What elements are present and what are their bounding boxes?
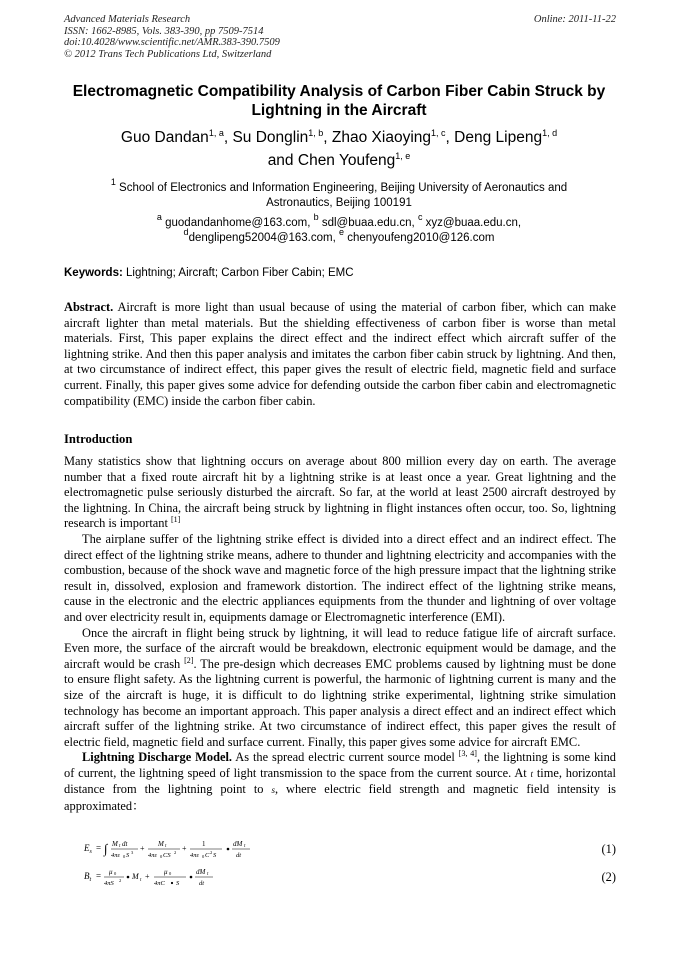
svg-text:2: 2 xyxy=(119,878,122,883)
email-link[interactable]: sdl@buaa.edu.cn xyxy=(321,217,412,229)
email-mark: d xyxy=(183,227,189,237)
equation-number: (2) xyxy=(601,870,616,884)
email-link[interactable]: chenyoufeng2010@126.com xyxy=(347,232,495,244)
svg-text:S: S xyxy=(126,852,130,859)
svg-text:4πC: 4πC xyxy=(154,880,165,887)
svg-text:dt: dt xyxy=(199,880,205,887)
paragraph-text: As the spread electric current source model xyxy=(235,750,455,765)
equation-2-formula xyxy=(82,866,322,890)
svg-text:C: C xyxy=(205,852,210,859)
affiliation xyxy=(80,177,598,211)
svg-text:t: t xyxy=(119,844,121,849)
abstract-label: Abstract. xyxy=(64,300,114,314)
svg-text:dt: dt xyxy=(236,852,242,859)
svg-text:+: + xyxy=(182,844,187,853)
citation[interactable]: [1] xyxy=(171,515,181,525)
subsection-label: Lightning Discharge Model. xyxy=(82,750,232,765)
paragraph-text: time, horizontal distance from the lightning point to xyxy=(64,765,616,797)
author-name: Zhao Xiaoying xyxy=(331,129,432,146)
svg-text:μ: μ xyxy=(164,868,168,876)
svg-text:4πε: 4πε xyxy=(148,852,158,859)
section-heading-introduction: Introduction xyxy=(64,432,133,446)
paragraph: The airplane suffer of the lightning strike effect is divided into a direct effect and an indirect effect. The direct effect of the lightning strike means, adhere to thunder and lightning electricity and accompanies with the combustion, because of the shock wave and magnetic force of the high pressure impact that the lightning strike result in, dissolved, explosion and framework distortion. The indirect effect of the lightning strike means, cause in the electronic and the electric appliances equipments from the thunder and lightning of over voltage and over electricity result in, equipments damage or Electromagnetic interference (EMI). xyxy=(64,531,616,624)
svg-text:M: M xyxy=(132,872,139,881)
svg-text:Bt: $B_t$ xyxy=(84,871,92,883)
svg-text:M: M xyxy=(112,840,118,848)
svg-text:t: t xyxy=(140,878,142,883)
paragraph xyxy=(64,750,616,814)
svg-text:dt: dt xyxy=(122,840,128,848)
online-date: Online: 2011-11-22 xyxy=(533,14,616,25)
author-list: Guo Dandan$^{1, a}$, Su Donglin$^{1, b}$, Zhao Xiaoying$^{1, c}$, Deng Lipeng$^{1, d}$ and Chen Youfeng$^{1, e}$ xyxy=(120,128,558,169)
svg-text:0: 0 xyxy=(160,854,163,859)
svg-text:0: 0 xyxy=(202,854,205,859)
journal-header xyxy=(64,14,616,60)
paragraph xyxy=(64,454,616,532)
keywords-label: Keywords: xyxy=(64,267,123,279)
author-name: Deng Lipeng xyxy=(454,129,543,146)
svg-text:dM: dM xyxy=(196,868,206,876)
svg-text:2: 2 xyxy=(210,850,213,855)
svg-text:4πε: 4πε xyxy=(190,852,200,859)
email-mark: c xyxy=(417,212,423,222)
issn: ISSN: 1662-8985, Vols. 383-390, pp 7509-7514 xyxy=(64,25,264,37)
email-link[interactable]: denglipeng52004@163.com xyxy=(188,232,333,244)
doi: doi:10.4028/www.scientific.net/AMR.383-390.7509 xyxy=(64,37,280,48)
svg-text:0: 0 xyxy=(114,871,117,876)
svg-text:4πε: 4πε xyxy=(111,852,121,859)
variable-t: t xyxy=(530,768,534,779)
svg-text:S: S xyxy=(176,880,180,887)
author-name: Guo Dandan xyxy=(120,129,209,146)
svg-text:Es: $E_s$ xyxy=(84,843,92,855)
svg-text:t: t xyxy=(207,872,209,877)
author-name: Chen Youfeng xyxy=(297,152,396,169)
introduction-body xyxy=(64,454,616,815)
abstract xyxy=(64,300,616,409)
svg-text:M: M xyxy=(158,840,164,848)
email-mark: b xyxy=(313,212,319,222)
svg-text:4πS: 4πS xyxy=(104,880,114,887)
journal-name: Advanced Materials Research xyxy=(64,14,191,25)
affiliation-mark: 1 xyxy=(110,177,116,187)
svg-text:t: t xyxy=(165,844,167,849)
copyright: © 2012 Trans Tech Publications Ltd, Switzerland xyxy=(64,48,272,60)
svg-text:+: + xyxy=(145,872,150,881)
authors-and: and xyxy=(267,152,294,169)
email-mark: e xyxy=(339,227,345,237)
paragraph-text: . The pre-design which decreases EMC problems caused by lightning must be done to ensure flight safety. As the lightning current is powerful, the harmonic of lightning current is many and the size of the aircraft is huge, it is difficult to do lightning strike experimental, lightning strike simulation technology has become an important approach. This paper analysis a direct effect and an indirect effect which aircraft suffer of the lightning strike. At two circumstance of indirect effect, this paper gives the result of electric field, magnetic field and surface current. Finally, this paper gives some advice for aircraft EMC. xyxy=(64,656,616,749)
svg-text:=: = xyxy=(96,843,102,853)
author-affil-mark: 1, b xyxy=(308,128,324,138)
svg-text:3: 3 xyxy=(131,850,134,855)
paragraph-text: , the lightning is some kind of current, the lightning speed of light transmission to the space from the current source. At xyxy=(64,750,616,780)
equation-1 xyxy=(64,838,616,860)
citation[interactable]: [3, 4] xyxy=(458,749,477,759)
svg-text:0: 0 xyxy=(123,854,126,859)
variable-s: s xyxy=(271,785,275,796)
svg-text:0: 0 xyxy=(169,871,172,876)
author-name: Su Donglin xyxy=(232,129,309,146)
equation-2 xyxy=(64,866,616,888)
svg-text:+: + xyxy=(140,844,145,853)
paragraph-text: Once the aircraft in flight being struck by lightning, it will lead to reduce fatigue life of aircraft surface. Even more, the surface of the aircraft would be breakdown, electronic equipment would be damage, and the aircraft would be crash xyxy=(64,625,616,671)
abstract-text: Aircraft is more light than usual because of using the material of carbon fiber, which can make aircraft lighter than metal materials. But the shielding effectiveness of carbon fiber is worse than metal materials. First, This paper explains the direct effect and the indirect effect which aircraft suffer of the lightning strike. And then this paper analysis and imitates the carbon fiber cabin struck by lightning. And then, at two circumstance of indirect effect, this paper gives the result of electric field, magnetic field and surface current. Finally, this paper gives some advice for defending outside the carbon fiber cabin and electromagnetic compatibility (EMC) inside the carbon fiber cabin. xyxy=(64,300,616,408)
svg-text:μ: μ xyxy=(109,868,113,876)
svg-text:∫: ∫ xyxy=(104,841,108,856)
svg-text:S: S xyxy=(213,852,217,859)
affiliation-text: School of Electronics and Information Engineering, Beijing University of Aeronautics and Astronautics, Beijing 100191 xyxy=(119,182,568,209)
paragraph-text: Many statistics show that lightning occurs on average about 800 million every day on earth. The average number that a fixed route aircraft hit by a lightning strike is at least once a year. Great lightning and the electromagnetic pulse seriously disturbed the aircraft. So far, at the world at least 2500 aircraft destroyed by the lightning. In China, the aircraft being struck by lightning in flight instances often occur, too. So, lightning research is important xyxy=(64,454,616,531)
svg-text:1: 1 xyxy=(202,840,206,848)
keywords xyxy=(64,266,616,281)
svg-text:dM: dM xyxy=(233,840,243,848)
equation-number: (1) xyxy=(601,842,616,856)
paragraph-text: , where electric field strength and magnetic field intensity is approximated： xyxy=(64,782,616,814)
author-affil-mark: 1, c xyxy=(431,128,446,138)
citation[interactable]: [2] xyxy=(184,655,194,665)
email-list: $^a$ guodandanhome@163.com, $^b$ sdl@buaa.edu.cn, $^c$ xyz@buaa.edu.cn, $^d$denglipeng52004@163.com, $^e$ chenyoufeng2010@126.com xyxy=(156,212,522,244)
email-mark: a xyxy=(156,212,162,222)
email-link[interactable]: xyz@buaa.edu.cn xyxy=(425,217,518,229)
keywords-text: Lightning; Aircraft; Carbon Fiber Cabin; EMC xyxy=(126,267,354,279)
email-link[interactable]: guodandanhome@163.com xyxy=(165,217,308,229)
author-affil-mark: 1, e xyxy=(395,151,411,161)
author-affil-mark: 1, a xyxy=(208,128,224,138)
paragraph xyxy=(64,626,616,751)
svg-text:CS: CS xyxy=(163,852,171,859)
author-affil-mark: 1, d xyxy=(542,128,558,138)
svg-text:2: 2 xyxy=(174,850,177,855)
equation-1-formula xyxy=(82,838,322,862)
svg-text:=: = xyxy=(96,871,102,881)
svg-text:t: t xyxy=(244,844,246,849)
paper-title: Electromagnetic Compatibility Analysis of Carbon Fiber Cabin Struck by Lightning in the Aircraft xyxy=(72,83,606,119)
